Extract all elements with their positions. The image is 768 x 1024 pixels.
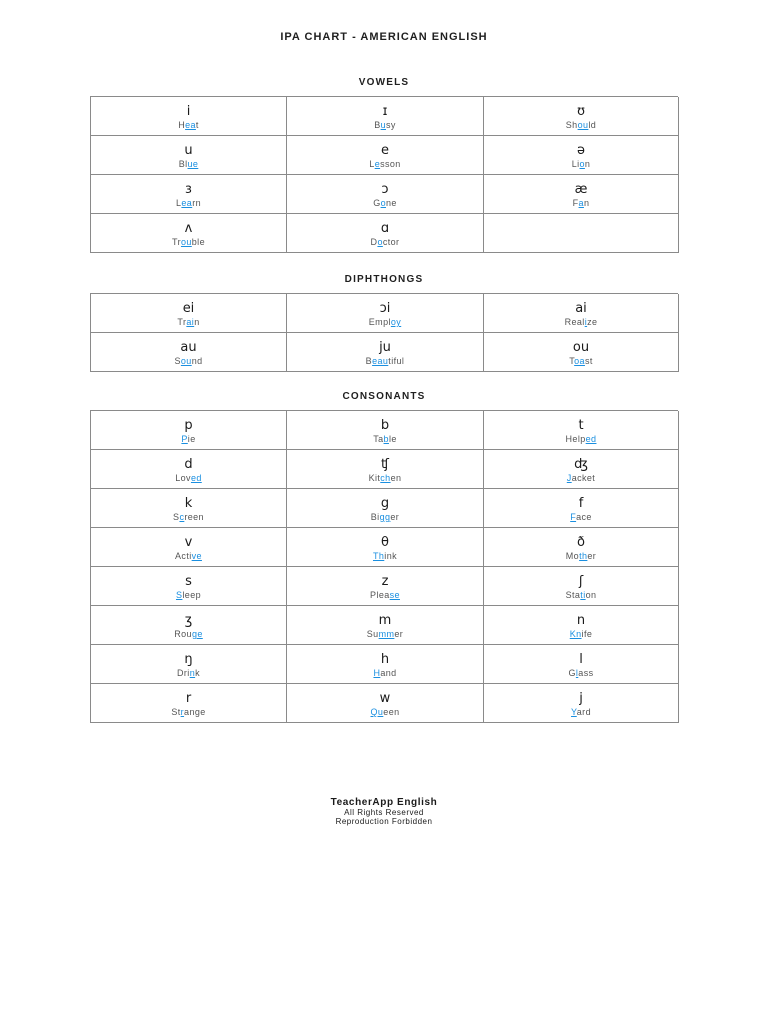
highlighted-sound: J xyxy=(566,473,572,483)
example-word xyxy=(287,512,483,522)
highlighted-sound: ou xyxy=(180,237,192,247)
highlighted-sound: o xyxy=(579,159,585,169)
ipa-symbol: æ xyxy=(574,182,588,197)
word-segment: reen xyxy=(184,512,204,522)
word-segment: n xyxy=(194,317,200,327)
word-segment: ace xyxy=(576,512,592,522)
word-segment: Mo xyxy=(565,551,580,561)
ipa-symbol: ʒ xyxy=(184,613,193,628)
highlighted-sound: ea xyxy=(185,120,196,130)
example-word xyxy=(91,120,286,130)
ipa-symbol: v xyxy=(184,535,193,550)
consonants-grid xyxy=(90,410,678,723)
ipa-cell xyxy=(484,684,679,723)
ipa-cell xyxy=(91,645,287,684)
word-segment: G xyxy=(568,668,576,678)
highlighted-sound: l xyxy=(575,668,579,678)
word-segment: nd xyxy=(191,356,203,366)
highlighted-sound: Th xyxy=(372,551,385,561)
ipa-cell xyxy=(484,645,679,684)
ipa-cell xyxy=(287,528,484,567)
highlighted-sound: ue xyxy=(187,159,199,169)
example-word xyxy=(91,551,286,561)
highlighted-sound: c xyxy=(179,512,185,522)
word-segment: S xyxy=(174,356,181,366)
ipa-symbol: ju xyxy=(379,340,391,355)
word-segment: sson xyxy=(380,159,401,169)
highlighted-sound: F xyxy=(570,512,577,522)
highlighted-sound: o xyxy=(377,237,383,247)
ipa-cell xyxy=(287,333,484,372)
ipa-cell xyxy=(91,214,287,253)
highlighted-sound: th xyxy=(579,551,588,561)
ipa-symbol: θ xyxy=(381,535,389,550)
example-word xyxy=(287,590,483,600)
ipa-cell xyxy=(91,175,287,214)
word-segment: en xyxy=(390,473,402,483)
example-word xyxy=(287,317,483,327)
example-word xyxy=(287,120,483,130)
ipa-symbol: ŋ xyxy=(184,652,193,667)
highlighted-sound: Kn xyxy=(569,629,582,639)
highlighted-sound: n xyxy=(189,668,196,678)
ipa-cell xyxy=(287,567,484,606)
ipa-symbol: ei xyxy=(182,301,195,316)
word-segment: B xyxy=(365,356,373,366)
ipa-symbol: ai xyxy=(575,301,587,316)
ipa-cell xyxy=(91,489,287,528)
example-word xyxy=(484,512,678,522)
highlighted-sound: oy xyxy=(390,317,402,327)
ipa-cell xyxy=(484,333,679,372)
word-segment: ne xyxy=(386,198,397,208)
ipa-symbol: m xyxy=(378,613,392,628)
ipa-cell xyxy=(91,684,287,723)
example-word xyxy=(91,668,286,678)
ipa-symbol: d xyxy=(184,457,193,472)
word-segment: er xyxy=(587,551,597,561)
word-segment: Real xyxy=(564,317,585,327)
ipa-cell xyxy=(484,97,679,136)
highlighted-sound: ea xyxy=(181,198,193,208)
highlighted-sound: H xyxy=(373,668,381,678)
example-word xyxy=(484,356,678,366)
word-segment: L xyxy=(369,159,375,169)
section-title-vowels: VOWELS xyxy=(358,77,410,88)
word-segment: St xyxy=(171,707,181,717)
word-segment: L xyxy=(175,198,182,208)
ipa-symbol: ɔi xyxy=(379,301,391,316)
ipa-symbol: s xyxy=(185,574,192,589)
word-segment: ble xyxy=(191,237,205,247)
word-segment: st xyxy=(584,356,593,366)
word-segment: er xyxy=(394,629,404,639)
section-title-consonants: CONSONANTS xyxy=(342,391,426,402)
ipa-symbol: w xyxy=(379,691,391,706)
example-word xyxy=(287,237,483,247)
example-word xyxy=(287,473,483,483)
word-segment: ze xyxy=(587,317,598,327)
word-segment: t xyxy=(195,120,199,130)
ipa-symbol: h xyxy=(380,652,390,667)
ipa-symbol: n xyxy=(576,613,586,628)
example-word xyxy=(484,551,678,561)
example-word xyxy=(484,590,678,600)
ipa-cell xyxy=(287,606,484,645)
word-segment: G xyxy=(373,198,381,208)
highlighted-sound: se xyxy=(389,590,400,600)
word-segment: een xyxy=(383,707,400,717)
diphthongs-grid xyxy=(90,293,678,372)
highlighted-sound: ed xyxy=(190,473,202,483)
ipa-cell xyxy=(484,489,679,528)
word-segment: rn xyxy=(192,198,202,208)
example-word xyxy=(287,668,483,678)
ipa-symbol: i xyxy=(186,104,191,119)
highlighted-sound: r xyxy=(180,707,185,717)
word-segment: Tr xyxy=(172,237,181,247)
word-segment: and xyxy=(380,668,397,678)
word-segment: ie xyxy=(187,434,196,444)
ipa-symbol: k xyxy=(184,496,193,511)
highlighted-sound: u xyxy=(380,120,386,130)
ipa-cell-empty xyxy=(484,214,679,253)
ipa-symbol: b xyxy=(380,418,390,433)
word-segment: n xyxy=(584,159,591,169)
example-word xyxy=(484,120,678,130)
example-word xyxy=(91,434,286,444)
ipa-symbol: au xyxy=(180,340,197,355)
ipa-cell xyxy=(287,175,484,214)
example-word xyxy=(484,317,678,327)
example-word xyxy=(484,707,678,717)
example-word xyxy=(91,317,286,327)
word-segment: Lov xyxy=(175,473,191,483)
ipa-cell xyxy=(91,567,287,606)
word-segment: sy xyxy=(386,120,396,130)
example-word xyxy=(91,159,286,169)
ipa-cell xyxy=(287,684,484,723)
highlighted-sound: ch xyxy=(380,473,391,483)
word-segment: Rou xyxy=(174,629,192,639)
ipa-symbol: ou xyxy=(572,340,590,355)
ipa-symbol: p xyxy=(184,418,193,433)
word-segment: H xyxy=(178,120,186,130)
word-segment: le xyxy=(388,434,397,444)
ipa-cell xyxy=(91,450,287,489)
word-segment: Sta xyxy=(565,590,581,600)
highlighted-sound: i xyxy=(584,317,588,327)
ipa-cell xyxy=(91,528,287,567)
word-segment: er xyxy=(390,512,400,522)
word-segment: Bi xyxy=(370,512,380,522)
example-word xyxy=(287,159,483,169)
ipa-symbol: ʊ xyxy=(576,104,586,119)
ipa-cell xyxy=(91,136,287,175)
word-segment: Acti xyxy=(175,551,192,561)
highlighted-sound: P xyxy=(181,434,188,444)
ipa-symbol: ɑ xyxy=(380,221,390,236)
highlighted-sound: oa xyxy=(574,356,585,366)
example-word xyxy=(484,434,678,444)
ipa-symbol: ɪ xyxy=(382,104,388,119)
highlighted-sound: e xyxy=(374,159,381,169)
ipa-cell xyxy=(484,450,679,489)
ipa-cell xyxy=(287,97,484,136)
example-word xyxy=(287,707,483,717)
highlighted-sound: gg xyxy=(379,512,391,522)
ipa-cell xyxy=(484,294,679,333)
example-word xyxy=(287,356,483,366)
highlighted-sound: ti xyxy=(580,590,586,600)
highlighted-sound: b xyxy=(383,434,389,444)
word-segment: ctor xyxy=(382,237,400,247)
highlighted-sound: o xyxy=(380,198,386,208)
ipa-symbol: ʌ xyxy=(184,221,193,236)
ipa-symbol: e xyxy=(381,143,389,158)
example-word xyxy=(91,198,286,208)
example-word xyxy=(91,590,286,600)
page-title: IPA CHART - AMERICAN ENGLISH xyxy=(280,31,488,43)
example-word xyxy=(287,198,483,208)
word-segment: F xyxy=(572,198,579,208)
word-segment: n xyxy=(583,198,590,208)
example-word xyxy=(287,629,483,639)
ipa-cell xyxy=(91,294,287,333)
ipa-symbol: ʤ xyxy=(574,457,588,472)
section-title-diphthongs: DIPHTHONGS xyxy=(344,274,424,285)
example-word xyxy=(484,159,678,169)
word-segment: Ta xyxy=(373,434,384,444)
word-segment: S xyxy=(173,512,180,522)
word-segment: Sh xyxy=(565,120,578,130)
highlighted-sound: Y xyxy=(571,707,577,717)
highlighted-sound: ou xyxy=(577,120,589,130)
ipa-cell xyxy=(287,645,484,684)
word-segment: ange xyxy=(184,707,206,717)
highlighted-sound: ai xyxy=(186,317,195,327)
example-word xyxy=(91,707,286,717)
word-segment: ass xyxy=(578,668,594,678)
word-segment: Li xyxy=(571,159,580,169)
word-segment: ink xyxy=(384,551,398,561)
highlighted-sound: Qu xyxy=(370,707,384,717)
word-segment: ard xyxy=(576,707,591,717)
ipa-cell xyxy=(91,606,287,645)
ipa-symbol: ʧ xyxy=(381,457,389,472)
highlighted-sound: ou xyxy=(180,356,192,366)
word-segment: Plea xyxy=(370,590,390,600)
ipa-symbol: ʃ xyxy=(578,574,584,589)
example-word xyxy=(91,473,286,483)
ipa-symbol: ɜ xyxy=(185,182,192,197)
ipa-cell xyxy=(287,214,484,253)
word-segment: ife xyxy=(581,629,593,639)
example-word xyxy=(91,356,286,366)
ipa-cell xyxy=(484,175,679,214)
example-word xyxy=(484,473,678,483)
word-segment: Dri xyxy=(176,668,190,678)
ipa-cell xyxy=(287,294,484,333)
ipa-cell xyxy=(484,528,679,567)
ipa-cell xyxy=(287,450,484,489)
word-segment: k xyxy=(195,668,200,678)
example-word xyxy=(287,551,483,561)
word-segment: Su xyxy=(366,629,379,639)
word-segment: Bl xyxy=(178,159,188,169)
ipa-cell xyxy=(484,136,679,175)
footer xyxy=(0,797,768,826)
ipa-symbol: t xyxy=(578,418,584,433)
ipa-cell xyxy=(484,411,679,450)
highlighted-sound: eau xyxy=(372,356,389,366)
ipa-symbol: r xyxy=(185,691,192,706)
ipa-cell xyxy=(91,411,287,450)
word-segment: ld xyxy=(588,120,597,130)
footer-rights: All Rights Reserved xyxy=(344,808,424,817)
ipa-symbol: ð xyxy=(577,535,585,550)
word-segment: acket xyxy=(571,473,596,483)
ipa-cell xyxy=(287,136,484,175)
example-word xyxy=(287,434,483,444)
ipa-cell xyxy=(91,333,287,372)
highlighted-sound: ve xyxy=(191,551,202,561)
ipa-symbol: u xyxy=(184,143,193,158)
footer-reproduction: Reproduction Forbidden xyxy=(335,817,433,826)
word-segment: B xyxy=(374,120,381,130)
highlighted-sound: S xyxy=(175,590,183,600)
footer-brand: TeacherApp English xyxy=(330,797,438,808)
highlighted-sound: mm xyxy=(378,629,395,639)
word-segment: tiful xyxy=(388,356,405,366)
vowels-grid xyxy=(90,96,678,253)
ipa-symbol: ə xyxy=(577,143,585,158)
ipa-symbol: j xyxy=(579,691,583,706)
example-word xyxy=(484,668,678,678)
example-word xyxy=(484,629,678,639)
word-segment: on xyxy=(585,590,597,600)
word-segment: leep xyxy=(182,590,202,600)
example-word xyxy=(91,512,286,522)
word-segment: D xyxy=(370,237,378,247)
ipa-cell xyxy=(91,97,287,136)
ipa-cell xyxy=(287,411,484,450)
ipa-symbol: g xyxy=(380,496,390,511)
example-word xyxy=(484,198,678,208)
example-word xyxy=(91,237,286,247)
word-segment: Tr xyxy=(177,317,187,327)
ipa-symbol: l xyxy=(579,652,583,667)
ipa-symbol: ɔ xyxy=(381,182,389,197)
ipa-cell xyxy=(484,567,679,606)
ipa-cell xyxy=(287,489,484,528)
word-segment: T xyxy=(569,356,575,366)
ipa-cell xyxy=(484,606,679,645)
ipa-symbol: z xyxy=(381,574,389,589)
highlighted-sound: ge xyxy=(191,629,203,639)
word-segment: Kit xyxy=(368,473,381,483)
highlighted-sound: a xyxy=(578,198,584,208)
example-word xyxy=(91,629,286,639)
ipa-symbol: f xyxy=(578,496,584,511)
highlighted-sound: ed xyxy=(585,434,597,444)
word-segment: Empl xyxy=(368,317,391,327)
word-segment: Help xyxy=(565,434,586,444)
